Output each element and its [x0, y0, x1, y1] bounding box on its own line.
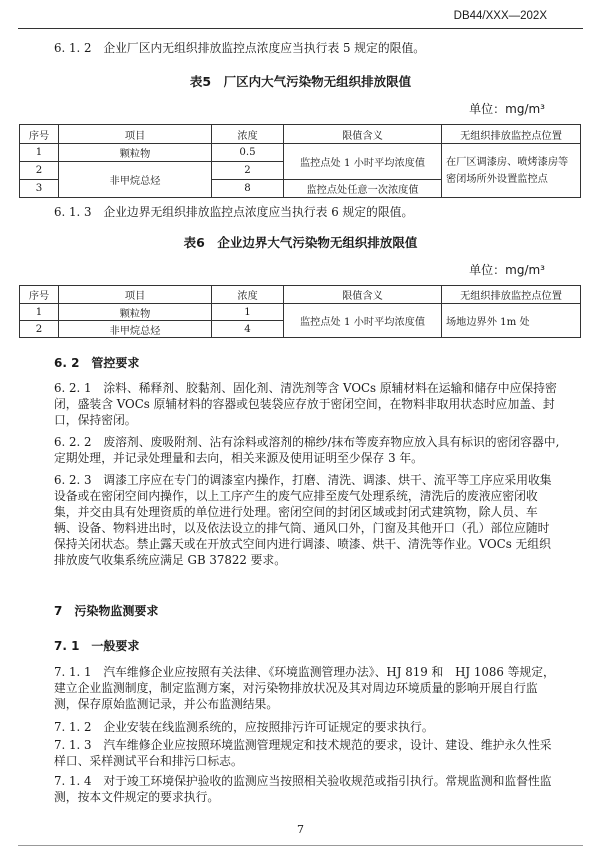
table-cell: 2 [20, 162, 59, 180]
table5-title: 表5 厂区内大气污染物无组织排放限值 [189, 74, 412, 89]
document-code: DB44/XXX—202X [453, 10, 547, 22]
clause-6-2-2: 6. 2. 2 废溶剂、废吸附剂、沾有涂料或溶剂的棉纱/抹布等废弃物应放入具有标识的密闭容器中,定期处理，并记录处理量和去向，相关来源及使用证明至少保存 3 年。 [54, 435, 560, 465]
table-cell: 颗粒物 [59, 304, 212, 321]
footer-divider [18, 845, 583, 846]
table6-header-conc: 浓度 [212, 286, 284, 304]
table-cell: 监控点处 1 小时平均浓度值 [284, 144, 442, 180]
clause-6-2-3: 6. 2. 3 调漆工序应在专门的调漆室内操作，打磨、清洗、调漆、烘干、流平等工序应采用收集设备或在密闭空间内操作，以上工序产生的废气应排至废气处理系统，清洗后的废液应密闭收集，并交由具有处理资质的单位进行处理。密闭空间的封闭区域或封闭式建筑物，除人员、车辆、设备、物料进出时，以及依法设立的排气筒、通风口外，门窗及其他开口（孔）部位应随时保持关闭状态。禁止露天或在开放式空间内进行调漆、喷漆、烘干、清洗等作业。VOCs 无组织排放废气收集系统应满足 GB 37822 要求。 [54, 473, 552, 567]
table5-header-location: 无组织排放监控点位置 [442, 125, 581, 144]
clause-6-2-1: 6. 2. 1 涂料、稀释剂、胶黏剂、固化剂、清洗剂等含 VOCs 原辅材料在运输和储存中应保持密闭，盛装含 VOCs 原辅材料的容器或包装袋应存放于密闭空间，在物料非取用状态时应加盖、封口，保持密闭。 [54, 381, 557, 427]
table-cell: 场地边界外 1m 处 [442, 304, 581, 338]
chapter-7-heading: 7 污染物监测要求 [54, 604, 159, 618]
table-cell: 8 [212, 180, 284, 198]
table5 [19, 124, 581, 198]
table6-title: 表6 企业边界大气污染物无组织排放限值 [183, 235, 418, 250]
table6-header-item: 项目 [59, 286, 212, 304]
clause-7-1-3: 7. 1. 3 汽车维修企业应按照环境监测管理规定和技术规范的要求，设计、建设、维护永久性采样口、采样测试平台和排污口标志。 [54, 738, 552, 768]
table-cell: 颗粒物 [59, 144, 212, 162]
table6-header-meaning: 限值含义 [284, 286, 442, 304]
table-cell: 1 [20, 144, 59, 162]
table-row [20, 144, 581, 162]
table-cell: 监控点处任意一次浓度值 [284, 180, 442, 198]
table6-unit: 单位：mg/m³ [469, 263, 545, 277]
clause-7-1-4: 7. 1. 4 对于竣工环境保护验收的监测应当按照相关验收规范或指引执行。常规监测和监督性监测，按本文件规定的要求执行。 [54, 774, 552, 804]
clause-7-1-2: 7. 1. 2 企业安装在线监测系统的，应按照排污许可证规定的要求执行。 [54, 720, 434, 734]
table-cell: 非甲烷总烃 [59, 162, 212, 198]
clause-6-1-2: 6. 1. 2 企业厂区内无组织排放监控点浓度应当执行表 5 规定的限值。 [54, 41, 426, 55]
table-cell: 在厂区调漆房、喷烤漆房等密闭场所外设置监控点 [442, 144, 581, 198]
table5-header-meaning: 限值含义 [284, 125, 442, 144]
table-cell: 2 [20, 321, 59, 338]
table5-header-no: 序号 [20, 125, 59, 144]
table-cell: 0.5 [212, 144, 284, 162]
clause-7-1-1: 7. 1. 1 汽车维修企业应按照有关法律、《环境监测管理办法》、HJ 819 和 HJ 1086 等规定，建立企业监测制度，制定监测方案，对污染物排放状况及其对周边环境质量的影响开展自行监测，保存原始监测记录，并公布监测结果。 [54, 665, 555, 711]
table6 [19, 285, 581, 338]
table5-unit: 单位：mg/m³ [469, 102, 545, 116]
section-6-2-heading: 6. 2 管控要求 [54, 356, 140, 370]
table-cell: 2 [212, 162, 284, 180]
table-cell: 非甲烷总烃 [59, 321, 212, 338]
header-divider [18, 28, 583, 29]
table-cell: 3 [20, 180, 59, 198]
section-7-1-heading: 7. 1 一般要求 [54, 639, 140, 653]
table-cell: 监控点处 1 小时平均浓度值 [284, 304, 442, 338]
table6-header-no: 序号 [20, 286, 59, 304]
clause-6-1-3: 6. 1. 3 企业边界无组织排放监控点浓度应当执行表 6 规定的限值。 [54, 205, 414, 219]
table-cell: 4 [212, 321, 284, 338]
table-cell: 1 [212, 304, 284, 321]
table5-header-conc: 浓度 [212, 125, 284, 144]
table6-header-location: 无组织排放监控点位置 [442, 286, 581, 304]
table-cell: 1 [20, 304, 59, 321]
table5-header-item: 项目 [59, 125, 212, 144]
table-row [20, 304, 581, 321]
page-number: 7 [297, 823, 304, 836]
